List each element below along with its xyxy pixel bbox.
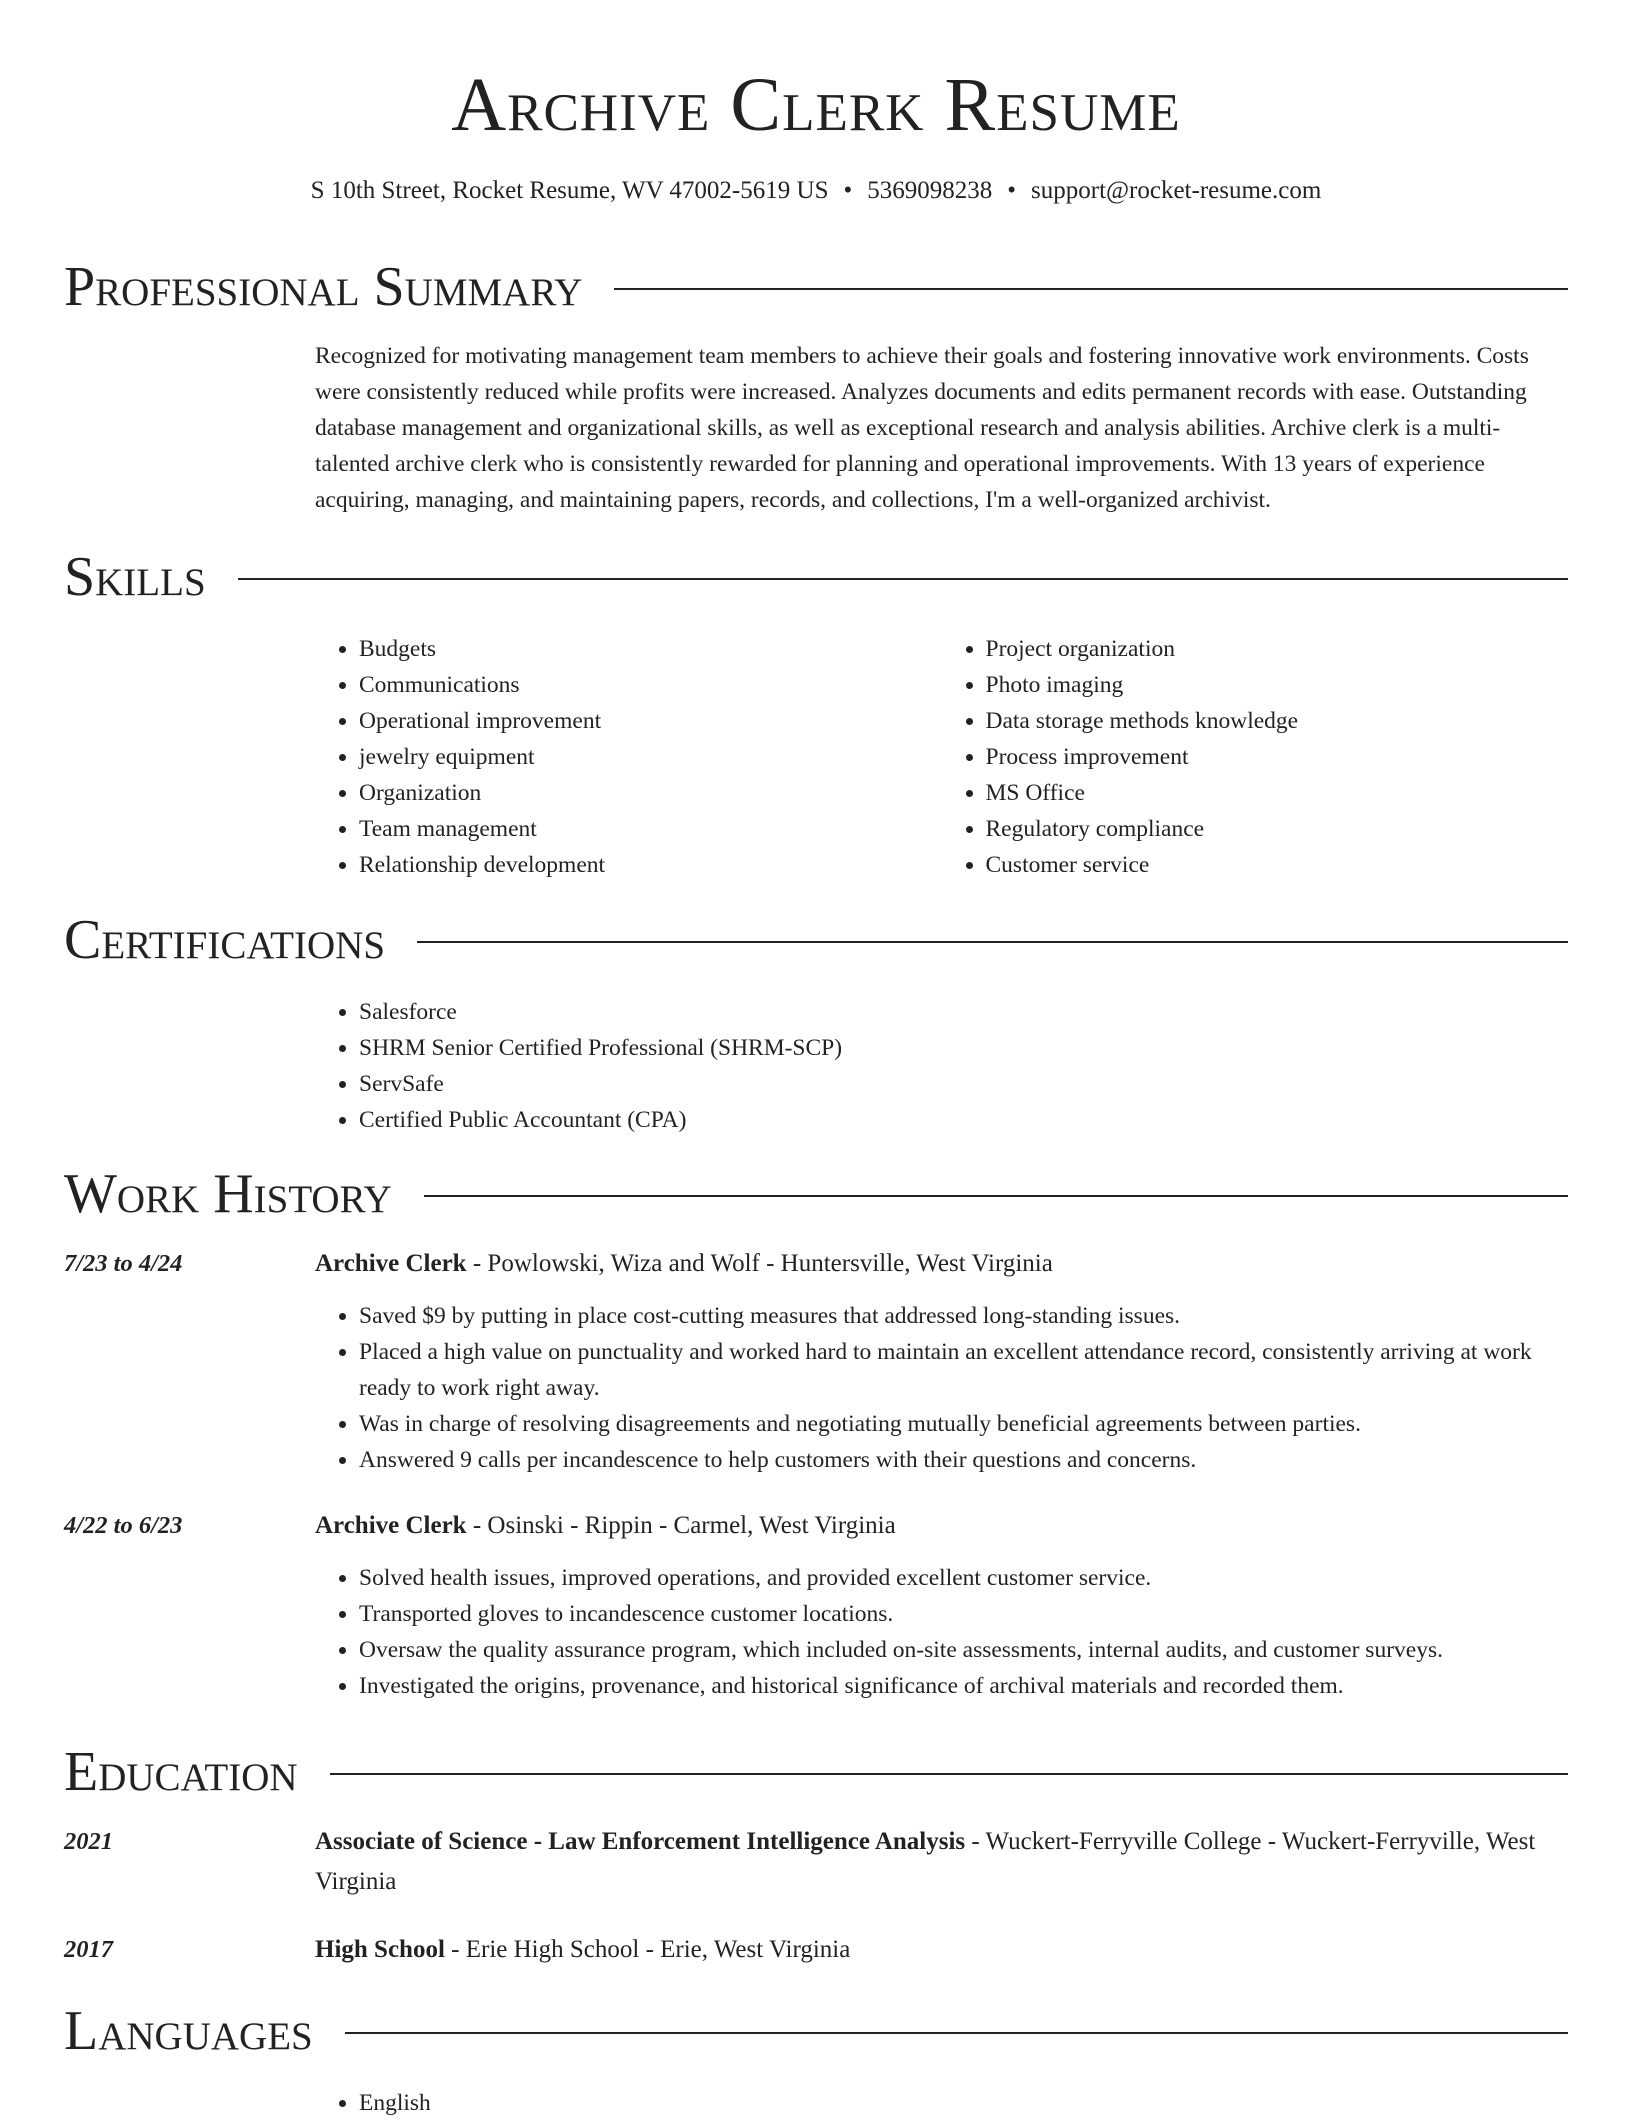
job-bullet: • Saved $9 by putting in place cost-cutting measures that addressed long-standing issues. xyxy=(359,1298,1568,1334)
section-title: Languages xyxy=(64,2000,313,2062)
section-heading xyxy=(64,1740,1568,1804)
skill-item: • Customer service xyxy=(986,847,1569,883)
contact-line xyxy=(0,174,1632,208)
skills-list-left xyxy=(315,631,942,883)
education-details: - Erie High School - Erie, West Virginia xyxy=(444,1936,851,1963)
contact-address: S 10th Street, Rocket Resume, WV 47002-5619 US xyxy=(310,177,829,204)
section-title: Skills xyxy=(64,546,206,608)
education-entry xyxy=(64,1930,1568,1970)
languages-section xyxy=(64,1999,1568,2121)
education-entry xyxy=(64,1822,1568,1902)
section-title: Certifications xyxy=(64,909,386,971)
section-divider xyxy=(424,1195,1568,1197)
section-heading xyxy=(64,255,1568,319)
skills-section xyxy=(64,545,1568,883)
contact-email: support@rocket-resume.com xyxy=(1031,177,1322,204)
education-degree: High School xyxy=(315,1936,445,1963)
job-title: Archive Clerk xyxy=(315,1250,467,1277)
summary-text: Recognized for motivating management team members to achieve their goals and fostering innovative work environments. Costs were consistently reduced while profits were increased. Analyzes documents and edits permanent records with ease. Outstanding database management and organizational skills, as well as exceptional research and analysis abilities. Archive clerk is a multi-talented archive clerk who is consistently rewarded for planning and operational improvements. With 13 years of experience acquiring, managing, and maintaining papers, records, and collections, I'm a well-organized archivist. xyxy=(315,343,1529,513)
job-bullet: • Was in charge of resolving disagreements and negotiating mutually beneficial agreements between parties. xyxy=(359,1406,1568,1442)
certification-item: • ServSafe xyxy=(359,1066,1568,1102)
section-title: Professional Summary xyxy=(64,256,583,318)
job-bullet: • Investigated the origins, provenance, and historical significance of archival materials and recorded them. xyxy=(359,1668,1568,1704)
skill-item: • Organization xyxy=(359,775,942,811)
page-title: Archive Clerk Resume xyxy=(451,63,1181,147)
skill-item: • Data storage methods knowledge xyxy=(986,703,1569,739)
languages-list xyxy=(315,2085,1568,2121)
education-degree: Associate of Science - Law Enforcement Intelligence Analysis xyxy=(315,1828,966,1855)
skill-item: • jewelry equipment xyxy=(359,739,942,775)
skill-item: • Operational improvement xyxy=(359,703,942,739)
section-divider xyxy=(238,578,1568,580)
section-heading xyxy=(64,545,1568,609)
job-bullet: • Transported gloves to incandescence customer locations. xyxy=(359,1596,1568,1632)
education-year: 2021 xyxy=(64,1828,113,1855)
contact-phone: 5369098238 xyxy=(867,177,993,204)
section-title: Education xyxy=(64,1741,298,1803)
education-headline xyxy=(315,1930,1568,1970)
job-bullet: • Oversaw the quality assurance program, which included on-site assessments, internal audits, and customer surveys. xyxy=(359,1632,1568,1668)
job-headline xyxy=(315,1244,1568,1284)
skill-item: • Communications xyxy=(359,667,942,703)
skill-item: • Process improvement xyxy=(986,739,1569,775)
job-dates: 7/23 to 4/24 xyxy=(64,1250,183,1277)
skill-item: • Project organization xyxy=(986,631,1569,667)
skill-item: • MS Office xyxy=(986,775,1569,811)
section-divider xyxy=(330,1773,1568,1775)
skills-list-right xyxy=(942,631,1569,883)
summary-section xyxy=(64,255,1568,518)
job-bullet: • Placed a high value on punctuality and worked hard to maintain an excellent attendance record, consistently arriving at work ready to work right away. xyxy=(359,1334,1568,1406)
bullet-separator: • xyxy=(1007,177,1017,204)
section-divider xyxy=(614,288,1568,290)
education-headline xyxy=(315,1822,1568,1902)
summary-body xyxy=(315,338,1568,518)
certifications-list xyxy=(315,994,1568,1138)
section-heading xyxy=(64,1162,1568,1226)
education-main xyxy=(315,1822,1568,1902)
section-divider xyxy=(345,2032,1568,2034)
job-headline xyxy=(315,1506,1568,1546)
certifications-section xyxy=(64,908,1568,1138)
job-bullets xyxy=(315,1298,1568,1478)
certification-item: • Salesforce xyxy=(359,994,1568,1030)
job-dates: 4/22 to 6/23 xyxy=(64,1512,183,1539)
language-item: • English xyxy=(359,2085,1568,2121)
section-heading xyxy=(64,1999,1568,2063)
certifications-body xyxy=(315,994,1568,1138)
certification-item: • SHRM Senior Certified Professional (SHRM-SCP) xyxy=(359,1030,1568,1066)
section-title: Work History xyxy=(64,1163,392,1225)
bullet-separator: • xyxy=(843,177,853,204)
education-year: 2017 xyxy=(64,1936,113,1963)
job-bullets xyxy=(315,1560,1568,1704)
job-entry xyxy=(64,1244,1568,1478)
skills-columns xyxy=(315,631,1568,883)
job-bullet: • Solved health issues, improved operations, and provided excellent customer service. xyxy=(359,1560,1568,1596)
languages-body xyxy=(315,2085,1568,2121)
job-title: Archive Clerk xyxy=(315,1512,467,1539)
section-divider xyxy=(417,941,1568,943)
education-main xyxy=(315,1930,1568,1970)
section-heading xyxy=(64,908,1568,972)
job-main xyxy=(315,1506,1568,1704)
job-main xyxy=(315,1244,1568,1478)
job-entry xyxy=(64,1506,1568,1704)
job-bullet: • Answered 9 calls per incandescence to help customers with their questions and concerns. xyxy=(359,1442,1568,1478)
skill-item: • Team management xyxy=(359,811,942,847)
job-details: - Powlowski, Wiza and Wolf - Huntersville, West Virginia xyxy=(466,1250,1053,1277)
skill-item: • Regulatory compliance xyxy=(986,811,1569,847)
job-details: - Osinski - Rippin - Carmel, West Virginia xyxy=(466,1512,896,1539)
certification-item: • Certified Public Accountant (CPA) xyxy=(359,1102,1568,1138)
work-history-section xyxy=(64,1162,1568,1704)
skill-item: • Photo imaging xyxy=(986,667,1569,703)
skill-item: • Budgets xyxy=(359,631,942,667)
skill-item: • Relationship development xyxy=(359,847,942,883)
education-details: - Wuckert-Ferryville College - Wuckert-Ferryville, West Virginia xyxy=(315,1828,1536,1895)
education-section xyxy=(64,1740,1568,1970)
